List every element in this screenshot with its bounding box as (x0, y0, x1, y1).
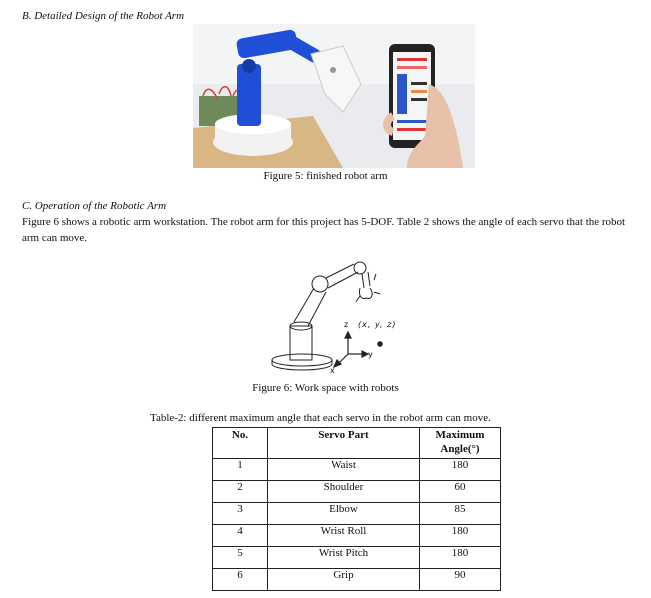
header-max-angle (420, 428, 501, 459)
row-no: 2 (213, 481, 268, 503)
row-part: Wrist Pitch (268, 547, 420, 569)
header-servo-part: Servo Part (268, 428, 420, 459)
row-no: 6 (213, 569, 268, 591)
header-no: No. (213, 428, 268, 459)
row-angle: 60 (420, 481, 501, 503)
section-b-heading: B. Detailed Design of the Robot Arm (22, 10, 185, 22)
robot-arm-photo (193, 24, 475, 168)
servo-angle-table (212, 427, 501, 591)
table-row (213, 481, 501, 503)
row-no: 5 (213, 547, 268, 569)
row-angle: 180 (420, 547, 501, 569)
row-angle: 180 (420, 459, 501, 481)
axis-x-label: x (330, 366, 335, 375)
table-2-caption: Table-2: different maximum angle that each servo in the robot arm can move. (150, 412, 491, 424)
table-row (213, 525, 501, 547)
figure-6-caption: Figure 6: Work space with robots (252, 382, 399, 394)
header-max-angle-line2: Angle(°) (440, 443, 480, 455)
table-row (213, 459, 501, 481)
coordinate-label: (x, y, z) (358, 320, 397, 329)
header-max-angle-line1: Maximum (435, 429, 485, 441)
row-part: Grip (268, 569, 420, 591)
row-angle: 180 (420, 525, 501, 547)
row-part: Shoulder (268, 481, 420, 503)
figure-5-caption: Figure 5: finished robot arm (263, 170, 388, 182)
row-part: Wrist Roll (268, 525, 420, 547)
workspace-diagram (262, 258, 422, 378)
table-row (213, 569, 501, 591)
table-header-row (213, 428, 501, 459)
row-no: 4 (213, 525, 268, 547)
axis-y-label: y (368, 350, 373, 359)
row-part: Waist (268, 459, 420, 481)
row-no: 3 (213, 503, 268, 525)
section-c-heading: C. Operation of the Robotic Arm (22, 200, 167, 212)
row-angle: 90 (420, 569, 501, 591)
row-no: 1 (213, 459, 268, 481)
row-angle: 85 (420, 503, 501, 525)
table-row (213, 503, 501, 525)
row-part: Elbow (268, 503, 420, 525)
axis-z-label: z (344, 320, 349, 329)
table-row (213, 547, 501, 569)
section-c-paragraph: Figure 6 shows a robotic arm workstation. The robot arm for this project has 5-DOF. Table 2 shows the angle of each servo that the robot arm can move. (22, 216, 626, 244)
